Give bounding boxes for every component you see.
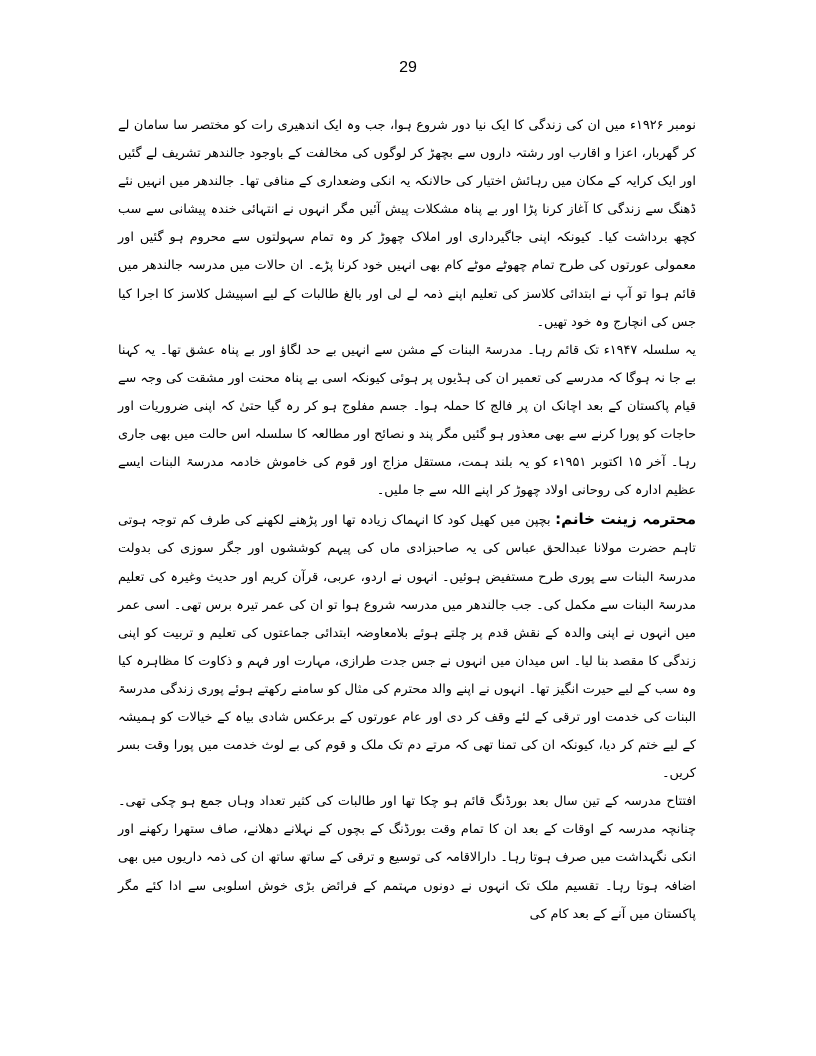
page-body: [118, 112, 696, 929]
paragraph-3-text: بچپن میں کھیل کود کا انہماک زیادہ تھا اور پڑھنے لکھنے کی طرف کم توجہ ہوتی تاہم حضرت مولانا عبدالحق عباس کی یہ صاحبزادی ماں کی پیہم کوششوں اور جگر سوزی کی بدولت مدرسۃ البنات سے پوری طرح مستفیض ہوئیں۔ انہوں نے اردو، عربی، قرآن کریم اور حدیث وغیرہ کی تعلیم مدرسۃ البنات سے مکمل کی۔ جب جالندھر میں مدرسہ شروع ہوا تو ان کی عمر تیرہ برس تھی۔ اسی عمر میں انہوں نے اپنی والدہ کے نقش قدم پر چلتے ہوئے بلامعاوضہ ابتدائی جماعتوں کی تعلیم و تربیت کو اپنی زندگی کا مقصد بنا لیا۔ اس میدان میں انہوں نے جس جدت طرازی، مہارت اور فہم و ذکاوت کا مظاہرہ کیا وہ سب کے لیے حیرت انگیز تھا۔ انہوں نے اپنے والد محترم کی مثال کو سامنے رکھتے ہوئے پوری زندگی مدرسۃ البنات کی خدمت اور ترقی کے لئے وقف کر دی اور عام عورتوں کے برعکس شادی بیاہ کے خیالات کو ہمیشہ کے لیے ختم کر دیا، کیونکہ ان کی تمنا تھی کہ مرتے دم تک ملک و قوم کی بے لوث خدمت میں پورا وقت بسر کریں۔: [118, 513, 696, 782]
section-heading: محترمہ زینت خانم:: [555, 510, 696, 529]
paragraph-4: افتتاح مدرسہ کے تین سال بعد بورڈنگ قائم ہو چکا تھا اور طالبات کی کثیر تعداد وہاں جمع ہو چکی تھی۔ چنانچہ مدرسہ کے اوقات کے بعد ان کا تمام وقت بورڈنگ کے بچوں کے نہلانے دھلانے، صاف ستھرا رکھنے اور انکی نگہداشت میں صرف ہوتا رہا۔ دارالاقامہ کی توسیع و ترقی کے ساتھ ساتھ ان کی ذمہ داریوں میں بھی اضافہ ہوتا رہا۔ تقسیم ملک تک انہوں نے دونوں مہتمم کے فرائض بڑی خوش اسلوبی سے ادا کئے مگر پاکستان میں آنے کے بعد کام کی: [118, 794, 696, 922]
paragraph-2: یہ سلسلہ ۱۹۴۷ء تک قائم رہا۔ مدرسۃ البنات کے مشن سے انہیں بے حد لگاؤ اور بے پناہ عشق تھا۔ یہ کہنا بے جا نہ ہوگا کہ مدرسے کی تعمیر ان کی ہڈیوں پر ہوئی کیونکہ اسی بے پناہ محنت اور مشقت کی وجہ سے قیام پاکستان کے بعد اچانک ان پر فالج کا حملہ ہوا۔ جسم مفلوج ہو کر رہ گیا حتیٰ کہ اپنی ضروریات اور حاجات کو پورا کرنے سے بھی معذور ہو گئیں مگر پند و نصائح اور مطالعہ کا سلسلہ اس حالت میں بھی جاری رہا۔ آخر ۱۵ اکتوبر ۱۹۵۱ء کو یہ بلند ہمت، مستقل مزاج اور قوم کی خاموش خادمہ مدرسۃ البنات ایسے عظیم ادارہ کی روحانی اولاد چھوڑ کر اپنے اللہ سے جا ملیں۔: [118, 342, 697, 499]
paragraph-3: [118, 505, 696, 788]
paragraph-1: نومبر ۱۹۲۶ء میں ان کی زندگی کا ایک نیا دور شروع ہوا، جب وہ ایک اندھیری رات کو مختصر سا سامان لے کر گھربار، اعزا و اقارب اور رشتہ داروں سے بچھڑ کر لوگوں کی مخالفت کے باوجود جالندھر تشریف لے گئیں اور ایک کرایہ کے مکان میں رہائش اختیار کی حالانکہ یہ انکی وضعداری کے منافی تھا۔ جالندھر میں انہیں نئے ڈھنگ سے زندگی کا آغاز کرنا پڑا اور بے پناہ مشکلات پیش آئیں مگر انہوں نے انتہائی خندہ پیشانی سے سب کچھ برداشت کیا۔ کیونکہ اپنی جاگیرداری اور املاک چھوڑ کر وہ تمام سہولتوں سے محروم ہو گئیں اور معمولی عورتوں کی طرح تمام چھوٹے موٹے کام بھی انہیں خود کرنا پڑے۔ ان حالات میں مدرسہ جالندھر میں قائم ہوا تو آپ نے ابتدائی کلاسز کی تعلیم اپنے ذمہ لے لی اور بالغ طالبات کے لیے اسپیشل کلاسز کا اجرا کیا جس کی انچارج وہ خود تھیں۔: [118, 118, 696, 330]
page-number: 29: [399, 59, 417, 76]
